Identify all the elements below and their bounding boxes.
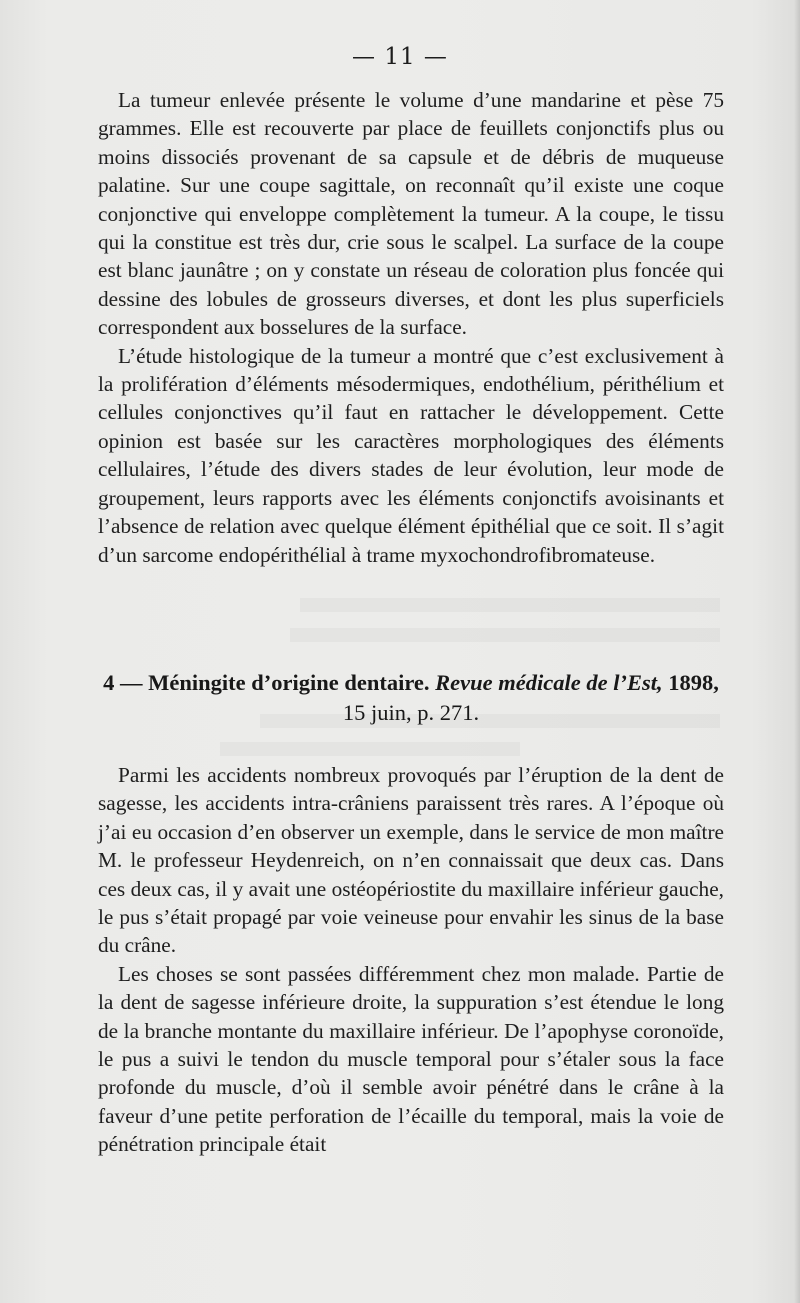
section-title: Méningite d’origine dentaire. (148, 670, 430, 695)
page-number: — 11 — (352, 44, 448, 70)
journal-name: Revue médicale de l’Est, (435, 670, 663, 695)
page-edge-shadow (794, 0, 800, 1303)
section-number: 4 — (103, 670, 143, 695)
paragraph-accidents: Parmi les accidents nombreux provoqués par l’éruption de la dent de sagesse, les accidents intra-crâniens paraissent très rares. A l’époque où j’ai eu occasion d’en observer un exemple, dans le service de mon maître M. le professeur Heydenreich, on n’en connaissait que deux cas. Dans ces deux cas, il y avait une ostéopériostite du maxillaire inférieur gauche, le pus s’était propagé par voie veineuse pour envahir les sinus de la base du crâne. (98, 763, 724, 958)
paragraph-histology: L’étude histologique de la tumeur a montré que c’est exclusivement à la prolifération d’éléments mésodermiques, endothélium, périthélium et cellules conjonctives qu’il faut en rattacher le développement. Cette opinion est basée sur les caractères morphologiques des éléments cellulaires, l’étude des divers stades de leur évolution, leur mode de groupement, leurs rapports avec les éléments conjonctifs avoisinants et l’absence de relation avec quelque élément épithélial que ce soit. Il s’agit d’un sarcome endopérithélial à trame myxochondrofibromateuse. (98, 343, 724, 567)
bleed-through-1 (300, 598, 720, 612)
text-block-top (98, 86, 724, 569)
bleed-through-2 (290, 628, 720, 642)
publication-date: 15 juin, p. 271. (342, 700, 480, 725)
publication-year: 1898, (668, 670, 719, 695)
text-block-bottom (98, 761, 724, 1159)
paragraph-case: Les choses se sont passées différemment chez mon malade. Partie de la dent de sagesse inférieure droite, la suppuration s’est étendue le long de la branche montante du maxillaire inférieur. De l’apophyse coronoïde, le pus a suivi le tendon du muscle temporal pour s’étaler sous la face profonde du muscle, d’où il semble avoir pénétré dans le crâne à la faveur d’une petite perforation de l’écaille du temporal, mais la voie de pénétration principale était (98, 961, 724, 1157)
section-heading (98, 668, 724, 728)
bleed-through-4 (220, 742, 520, 756)
paragraph-tumor-description: La tumeur enlevée présente le volume d’une mandarine et pèse 75 grammes. Elle est recouverte par place de feuillets conjonctifs plus ou moins dissociés provenant de sa capsule et de débris de muqueuse palatine. Sur une coupe sagittale, on reconnaît qu’il existe une coque conjonctive qui enveloppe complètement la tumeur. A la coupe, le tissu qui la constitue est très dur, crie sous le scalpel. La surface de la coupe est blanc jaunâtre ; on y constate un réseau de coloration plus foncée qui dessine des lobules de grosseurs diverses, et dont les plus superficiels correspondent aux bosselures de la surface. (98, 88, 724, 340)
